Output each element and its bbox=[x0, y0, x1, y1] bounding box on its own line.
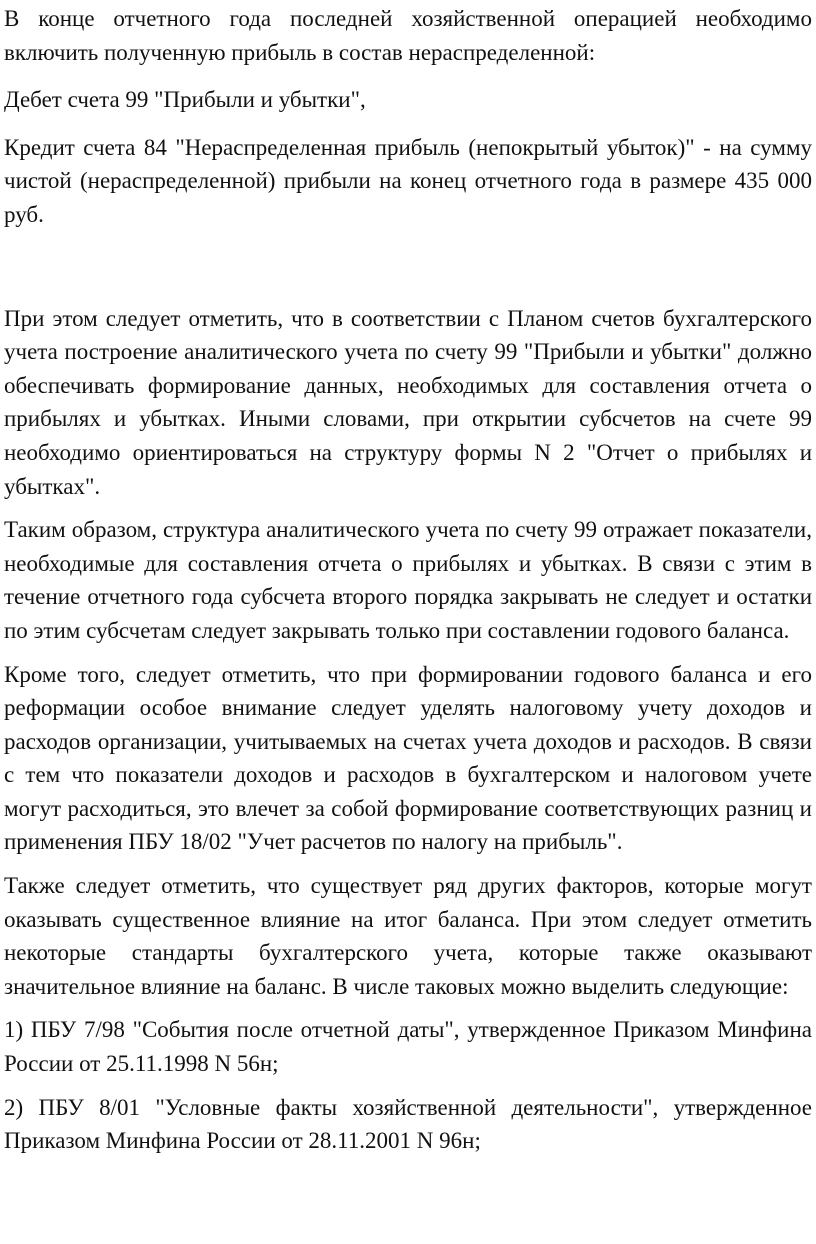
paragraph-analytical-accounting: При этом следует отметить, что в соответствии с Планом счетов бухгалтерского учета построение аналитического учета по счету 99 "Прибыли и убытки" должно обеспечивать формирование данных, необходимых для составления отчета о прибылях и убытках. Иными словами, при открытии субсчетов на счете 99 необходимо ориентироваться на структуру формы N 2 "Отчет о прибылях и убытках". bbox=[4, 305, 812, 499]
document-page bbox=[0, 2, 816, 1244]
paragraph-account-structure: Таким образом, структура аналитического учета по счету 99 отражает показатели, необходимые для составления отчета о прибылях и убытках. В связи с этим в течение отчетного года субсчета второго порядка закрывать не следует и остатки по этим субсчетам следует закрывать только при составлении годового баланса. bbox=[4, 517, 812, 643]
list-item-pbu-8-01: 2) ПБУ 8/01 "Условные факты хозяйственной деятельности", утвержденное Приказом Минфина России от 28.11.2001 N 96н; bbox=[4, 1094, 812, 1154]
paragraph-tax-accounting: Кроме того, следует отметить, что при формировании годового баланса и его реформации особое внимание следует уделять налоговому учету доходов и расходов организации, учитываемых на счетах учета доходов и расходов. В связи с тем что показатели доходов и расходов в бухгалтерском и налоговом учете могут расходиться, это влечет за собой формирование соответствующих разниц и применения ПБУ 18/02 "Учет расчетов по налогу на прибыль". bbox=[4, 661, 812, 855]
paragraph-debit-account: Дебет счета 99 "Прибыли и убытки", bbox=[4, 87, 366, 113]
paragraph-closing-entry: В конце отчетного года последней хозяйственной операцией необходимо включить полученную прибыль в состав нераспределенной: bbox=[4, 6, 812, 65]
paragraph-credit-account: Кредит счета 84 "Нераспределенная прибыль (непокрытый убыток)" - на сумму чистой (нераспределенной) прибыли на конец отчетного года в размере 435 000 руб. bbox=[4, 134, 812, 227]
list-item-pbu-7-98: 1) ПБУ 7/98 "События после отчетной даты", утвержденное Приказом Минфина России от 25.11.1998 N 56н; bbox=[4, 1017, 812, 1077]
paragraph-other-factors: Также следует отметить, что существует ряд других факторов, которые могут оказывать существенное влияние на итог баланса. При этом следует отметить некоторые стандарты бухгалтерского учета, которые также оказывают значительное влияние на баланс. В числе таковых можно выделить следующие: bbox=[4, 873, 812, 999]
